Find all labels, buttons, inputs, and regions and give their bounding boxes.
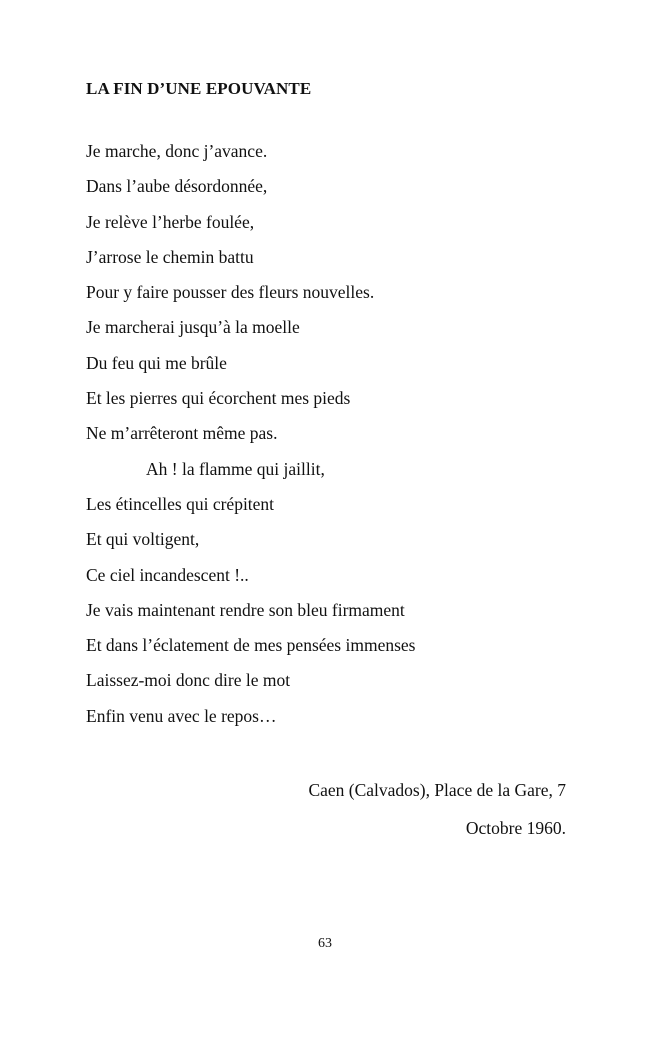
poem-line: Ne m’arrêteront même pas. — [86, 423, 278, 444]
poem-line: Je vais maintenant rendre son bleu firmament — [86, 599, 405, 620]
poem-line: Laissez-moi donc dire le mot — [86, 670, 291, 691]
poem-line: Du feu qui me brûle — [86, 352, 227, 373]
poem-line: Je relève l’herbe foulée, — [86, 211, 255, 232]
signature-date: Octobre 1960. — [465, 818, 566, 838]
poem-line: Je marche, donc j’avance. — [86, 141, 268, 161]
poem-line: Pour y faire pousser des fleurs nouvelles. — [86, 282, 375, 303]
poem-line: Les étincelles qui crépitent — [86, 493, 275, 514]
poem-line: J’arrose le chemin battu — [86, 246, 254, 267]
poem-line: Et qui voltigent, — [86, 529, 200, 550]
poem-line: Et les pierres qui écorchent mes pieds — [86, 388, 351, 409]
poem-line: Et dans l’éclatement de mes pensées immenses — [86, 635, 416, 656]
poem-line: Ce ciel incandescent !.. — [86, 564, 249, 585]
poem-title: LA FIN D’UNE EPOUVANTE — [86, 79, 312, 98]
poem-line: Dans l’aube désordonnée, — [86, 176, 268, 197]
poem-line: Enfin venu avec le repos… — [86, 705, 277, 726]
poem-body — [86, 139, 415, 739]
poem-line: Je marcherai jusqu’à la moelle — [86, 317, 300, 338]
poem-signature — [308, 771, 566, 847]
page-number: 63 — [318, 936, 332, 951]
signature-place: Caen (Calvados), Place de la Gare, 7 — [308, 780, 566, 800]
poem-line-indented: Ah ! la flamme qui jaillit, — [146, 458, 325, 479]
